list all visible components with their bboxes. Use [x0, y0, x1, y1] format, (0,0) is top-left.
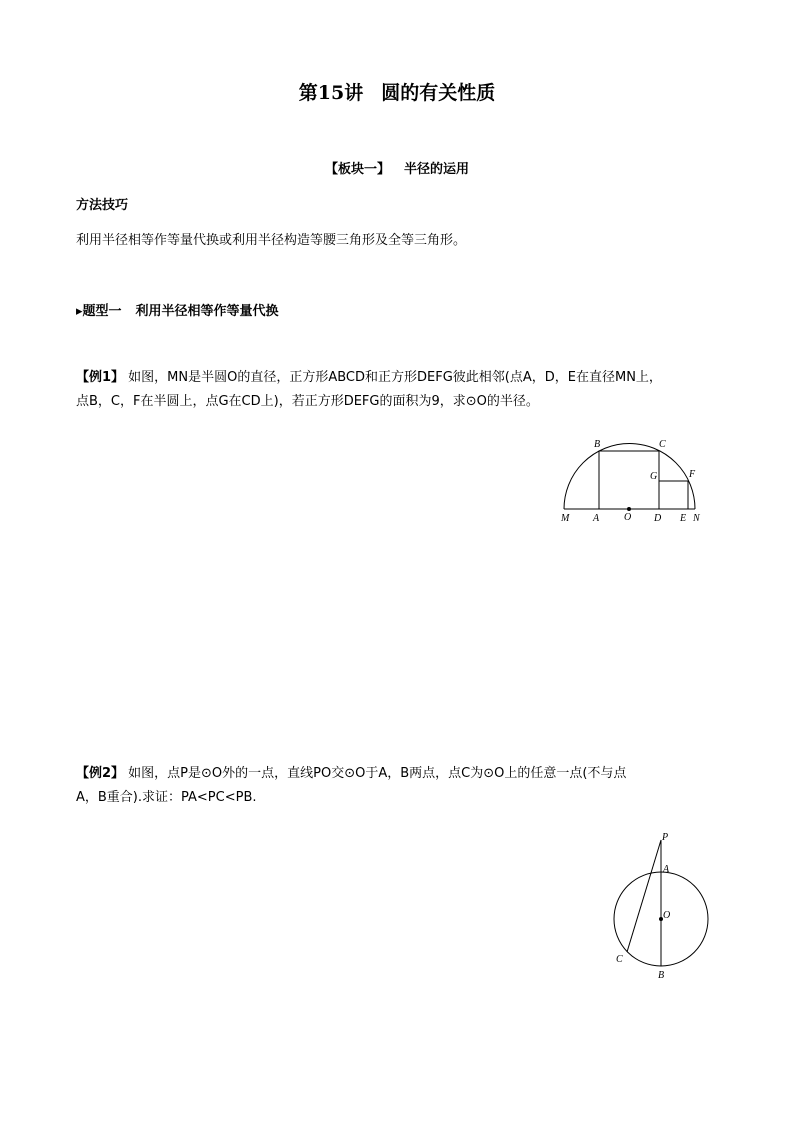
label-m: M	[561, 513, 570, 524]
example-2-line-1-text: 如图，点P是⊙O外的一点，直线PO交⊙O于A，B两点，点C为⊙O上的任意一点(不与点	[124, 766, 627, 781]
lecture-topic: 圆的有关性质	[381, 82, 496, 104]
label-b: B	[594, 439, 601, 450]
label-c: C	[616, 954, 623, 965]
label-b: B	[658, 970, 665, 981]
square-defg	[659, 481, 688, 509]
label-a: A	[593, 513, 600, 524]
label-a: A	[663, 864, 670, 875]
section-tag: 【板块一】	[324, 162, 390, 177]
label-f: F	[689, 469, 696, 480]
label-d: D	[654, 513, 662, 524]
line-pc	[627, 840, 661, 952]
example-2-line-2: A，B重合).求证：PA<PC<PB.	[76, 790, 257, 805]
question-type-heading	[76, 300, 279, 319]
label-n: N	[693, 513, 700, 524]
example-1-text	[76, 366, 662, 414]
example-1-line-1	[76, 366, 662, 390]
label-g: G	[650, 471, 658, 482]
label-p: P	[662, 832, 669, 843]
example-2-figure	[605, 828, 720, 988]
label-e: E	[680, 513, 687, 524]
section-name: 半径的运用	[404, 162, 470, 177]
method-text: 利用半径相等作等量代换或利用半径构造等腰三角形及全等三角形。	[76, 233, 467, 248]
label-c: C	[659, 439, 666, 450]
example-1-line-1-text: 如图，MN是半圆O的直径，正方形ABCD和正方形DEFG彼此相邻(点A，D，E在直径MN上，	[124, 370, 662, 385]
example-1-tag: 【例1】	[76, 370, 125, 385]
example-1-line-2: 点B，C，F在半圆上，点G在CD上)，若正方形DEFG的面积为9，求⊙O的半径。	[76, 394, 539, 409]
method-heading: 方法技巧	[76, 198, 129, 213]
question-type-label: ▸题型一	[76, 304, 122, 319]
section-heading	[0, 158, 794, 177]
example-1-figure	[555, 435, 730, 525]
semicircle-arc	[564, 444, 695, 510]
center-point-o	[627, 507, 631, 511]
example-2-line-1	[76, 762, 626, 786]
question-type-name: 利用半径相等作等量代换	[135, 304, 279, 319]
label-o: O	[624, 512, 632, 523]
example-2-tag: 【例2】	[76, 766, 125, 781]
page-title	[0, 78, 794, 105]
example-2-text	[76, 762, 626, 810]
label-o: O	[663, 910, 671, 921]
lecture-number: 第15讲	[298, 82, 364, 104]
